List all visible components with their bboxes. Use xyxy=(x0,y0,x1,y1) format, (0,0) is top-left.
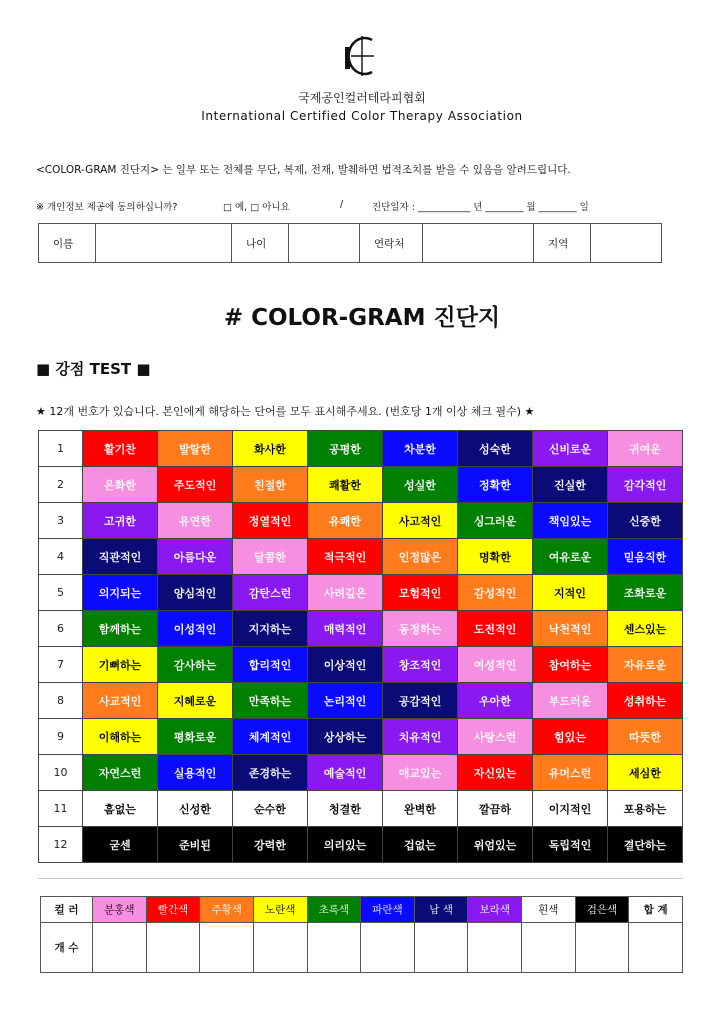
row-number: 11 xyxy=(39,791,83,827)
consent-question: ※ 개인정보 제공에 동의하십니까? xyxy=(36,202,178,213)
word-cell[interactable]: 감사하는 xyxy=(158,647,233,683)
word-cell[interactable]: 여성적인 xyxy=(458,647,533,683)
grid-row xyxy=(39,791,683,827)
age-field[interactable] xyxy=(289,224,360,263)
copyright-notice: <COLOR-GRAM 진단지> 는 일부 또는 전체를 무단, 복제, 전재, 발췌하면 법적조치를 받을 수 있음을 알려드립니다. xyxy=(36,164,571,176)
word-cell[interactable]: 자신있는 xyxy=(458,755,533,791)
word-cell[interactable]: 부드러운 xyxy=(533,683,608,719)
word-cell[interactable]: 포용하는 xyxy=(608,791,683,827)
word-cell[interactable]: 사려깊은 xyxy=(308,575,383,611)
consent-options[interactable]: □ 예, □ 아니요 xyxy=(223,202,290,213)
name-label: 이름 xyxy=(39,224,96,263)
word-cell[interactable]: 이지적인 xyxy=(533,791,608,827)
word-cell[interactable]: 조화로운 xyxy=(608,575,683,611)
word-cell[interactable]: 지혜로운 xyxy=(158,683,233,719)
row-number: 6 xyxy=(39,611,83,647)
region-field[interactable] xyxy=(591,224,662,263)
instruction: ★ 12개 번호가 있습니다. 본인에게 해당하는 단어를 모두 표시해주세요. (번호당 1개 이상 체크 필수) ★ xyxy=(36,405,535,418)
row-number: 1 xyxy=(39,431,83,467)
word-cell[interactable]: 온화한 xyxy=(83,467,158,503)
name-field[interactable] xyxy=(96,224,232,263)
word-cell[interactable]: 책임있는 xyxy=(533,503,608,539)
grid-row xyxy=(39,503,683,539)
word-cell[interactable]: 위엄있는 xyxy=(458,827,533,863)
word-cell[interactable]: 양심적인 xyxy=(158,575,233,611)
grid-row xyxy=(39,827,683,863)
word-cell[interactable]: 사교적인 xyxy=(83,683,158,719)
word-cell[interactable]: 귀여운 xyxy=(608,431,683,467)
word-cell[interactable]: 준비된 xyxy=(158,827,233,863)
row-number: 9 xyxy=(39,719,83,755)
diagnosis-date[interactable]: 진단일자 : ___________ 년 ________ 월 ________ 일 xyxy=(372,202,589,213)
word-cell[interactable]: 화사한 xyxy=(233,431,308,467)
word-cell[interactable]: 이해하는 xyxy=(83,719,158,755)
word-cell[interactable]: 참여하는 xyxy=(533,647,608,683)
word-cell[interactable]: 발랄한 xyxy=(158,431,233,467)
word-cell[interactable]: 감성적인 xyxy=(458,575,533,611)
grid-row xyxy=(39,683,683,719)
word-cell[interactable]: 순수한 xyxy=(233,791,308,827)
word-cell[interactable]: 유쾌한 xyxy=(308,503,383,539)
word-cell[interactable]: 인정많은 xyxy=(383,539,458,575)
count-cell[interactable] xyxy=(200,923,254,973)
row-number: 10 xyxy=(39,755,83,791)
word-cell[interactable]: 만족하는 xyxy=(233,683,308,719)
word-cell[interactable]: 논리적인 xyxy=(308,683,383,719)
word-cell[interactable]: 성취하는 xyxy=(608,683,683,719)
word-cell[interactable]: 함께하는 xyxy=(83,611,158,647)
word-cell[interactable]: 주도적인 xyxy=(158,467,233,503)
color-header: 흰색 xyxy=(522,897,576,923)
grid-row xyxy=(39,539,683,575)
word-cell[interactable]: 활기찬 xyxy=(83,431,158,467)
color-header: 파란색 xyxy=(361,897,415,923)
word-cell[interactable]: 정확한 xyxy=(458,467,533,503)
word-cell[interactable]: 도전적인 xyxy=(458,611,533,647)
word-cell[interactable]: 따뜻한 xyxy=(608,719,683,755)
count-cell[interactable] xyxy=(307,923,361,973)
word-cell[interactable]: 의지되는 xyxy=(83,575,158,611)
word-cell[interactable]: 신중한 xyxy=(608,503,683,539)
org-name-korean: 국제공인컬러테라피협회 xyxy=(298,91,426,105)
row-number: 7 xyxy=(39,647,83,683)
word-cell[interactable]: 신성한 xyxy=(158,791,233,827)
row-number: 12 xyxy=(39,827,83,863)
word-cell[interactable]: 기뻐하는 xyxy=(83,647,158,683)
count-cell[interactable] xyxy=(146,923,200,973)
word-cell[interactable]: 독립적인 xyxy=(533,827,608,863)
word-cell[interactable]: 강력한 xyxy=(233,827,308,863)
word-cell[interactable]: 치유적인 xyxy=(383,719,458,755)
word-cell[interactable]: 동정하는 xyxy=(383,611,458,647)
word-cell[interactable]: 이상적인 xyxy=(308,647,383,683)
word-cell[interactable]: 달콤한 xyxy=(233,539,308,575)
word-cell[interactable]: 이성적인 xyxy=(158,611,233,647)
count-cell[interactable] xyxy=(522,923,576,973)
total-cell[interactable] xyxy=(629,923,683,973)
word-cell[interactable]: 고귀한 xyxy=(83,503,158,539)
word-cell[interactable]: 성숙한 xyxy=(458,431,533,467)
word-cell[interactable]: 자연스런 xyxy=(83,755,158,791)
page-title: # COLOR-GRAM 진단지 xyxy=(223,305,501,331)
count-cell[interactable] xyxy=(253,923,307,973)
grid-row xyxy=(39,575,683,611)
word-cell[interactable]: 유머스런 xyxy=(533,755,608,791)
word-cell[interactable]: 사고적인 xyxy=(383,503,458,539)
word-cell[interactable]: 흠없는 xyxy=(83,791,158,827)
word-cell[interactable]: 감각적인 xyxy=(608,467,683,503)
color-header: 남 색 xyxy=(414,897,468,923)
word-cell[interactable]: 센스있는 xyxy=(608,611,683,647)
count-row-label: 개 수 xyxy=(41,923,93,973)
divider-line xyxy=(38,878,683,879)
row-number: 5 xyxy=(39,575,83,611)
word-cell[interactable]: 완벽한 xyxy=(383,791,458,827)
section-title: ■ 강점 TEST ■ xyxy=(36,360,151,378)
word-cell[interactable]: 친절한 xyxy=(233,467,308,503)
age-label: 나이 xyxy=(232,224,289,263)
word-cell[interactable]: 싱그러운 xyxy=(458,503,533,539)
color-header: 빨간색 xyxy=(146,897,200,923)
contact-label: 연락처 xyxy=(360,224,423,263)
word-cell[interactable]: 예술적인 xyxy=(308,755,383,791)
word-cell[interactable]: 공평한 xyxy=(308,431,383,467)
word-cell[interactable]: 청결한 xyxy=(308,791,383,827)
word-cell[interactable]: 매력적인 xyxy=(308,611,383,647)
word-cell[interactable]: 믿음직한 xyxy=(608,539,683,575)
count-cell[interactable] xyxy=(414,923,468,973)
word-cell[interactable]: 결단하는 xyxy=(608,827,683,863)
color-header: 노란색 xyxy=(253,897,307,923)
word-cell[interactable]: 겁없는 xyxy=(383,827,458,863)
word-cell[interactable]: 깔끔하 xyxy=(458,791,533,827)
association-logo xyxy=(342,34,382,78)
grid-row xyxy=(39,431,683,467)
grid-row xyxy=(39,611,683,647)
word-cell[interactable]: 상상하는 xyxy=(308,719,383,755)
row-number: 3 xyxy=(39,503,83,539)
word-cell[interactable]: 정열적인 xyxy=(233,503,308,539)
word-cell[interactable]: 성실한 xyxy=(383,467,458,503)
word-cell[interactable]: 굳센 xyxy=(83,827,158,863)
color-tally-table xyxy=(40,896,683,973)
contact-field[interactable] xyxy=(423,224,534,263)
word-cell[interactable]: 평화로운 xyxy=(158,719,233,755)
word-cell[interactable]: 창조적인 xyxy=(383,647,458,683)
color-header: 분홍색 xyxy=(93,897,147,923)
count-cell[interactable] xyxy=(468,923,522,973)
word-cell[interactable]: 지적인 xyxy=(533,575,608,611)
word-cell[interactable]: 적극적인 xyxy=(308,539,383,575)
word-cell[interactable]: 사랑스런 xyxy=(458,719,533,755)
word-cell[interactable]: 아름다운 xyxy=(158,539,233,575)
word-cell[interactable]: 진실한 xyxy=(533,467,608,503)
color-header: 검은색 xyxy=(575,897,629,923)
word-cell[interactable]: 감탄스런 xyxy=(233,575,308,611)
grid-row xyxy=(39,755,683,791)
grid-row xyxy=(39,467,683,503)
word-cell[interactable]: 실용적인 xyxy=(158,755,233,791)
grid-row xyxy=(39,647,683,683)
consent-divider: / xyxy=(340,199,344,210)
color-header: 초록색 xyxy=(307,897,361,923)
org-name-english: International Certified Color Therapy Association xyxy=(201,109,523,123)
color-header: 주황색 xyxy=(200,897,254,923)
word-cell[interactable]: 자유로운 xyxy=(608,647,683,683)
word-cell[interactable]: 존경하는 xyxy=(233,755,308,791)
word-cell[interactable]: 여유로운 xyxy=(533,539,608,575)
count-cell[interactable] xyxy=(93,923,147,973)
word-cell[interactable]: 우아한 xyxy=(458,683,533,719)
count-cell[interactable] xyxy=(361,923,415,973)
word-cell[interactable]: 공감적인 xyxy=(383,683,458,719)
region-label: 지역 xyxy=(534,224,591,263)
word-cell[interactable]: 지지하는 xyxy=(233,611,308,647)
word-cell[interactable]: 명확한 xyxy=(458,539,533,575)
word-cell[interactable]: 쾌활한 xyxy=(308,467,383,503)
color-header: 보라색 xyxy=(468,897,522,923)
word-cell[interactable]: 신비로운 xyxy=(533,431,608,467)
word-cell[interactable]: 애교있는 xyxy=(383,755,458,791)
count-cell[interactable] xyxy=(575,923,629,973)
word-cell[interactable]: 유연한 xyxy=(158,503,233,539)
word-cell[interactable]: 세심한 xyxy=(608,755,683,791)
word-cell[interactable]: 힘있는 xyxy=(533,719,608,755)
word-cell[interactable]: 의리있는 xyxy=(308,827,383,863)
grid-row xyxy=(39,719,683,755)
word-cell[interactable]: 직관적인 xyxy=(83,539,158,575)
word-grid xyxy=(38,430,683,863)
word-cell[interactable]: 차분한 xyxy=(383,431,458,467)
row-number: 2 xyxy=(39,467,83,503)
personal-info-table xyxy=(38,223,662,263)
word-cell[interactable]: 모험적인 xyxy=(383,575,458,611)
row-number: 4 xyxy=(39,539,83,575)
word-cell[interactable]: 합리적인 xyxy=(233,647,308,683)
word-cell[interactable]: 체계적인 xyxy=(233,719,308,755)
word-cell[interactable]: 낙천적인 xyxy=(533,611,608,647)
color-row-label: 컬 러 xyxy=(41,897,93,923)
total-header: 합 계 xyxy=(629,897,683,923)
row-number: 8 xyxy=(39,683,83,719)
